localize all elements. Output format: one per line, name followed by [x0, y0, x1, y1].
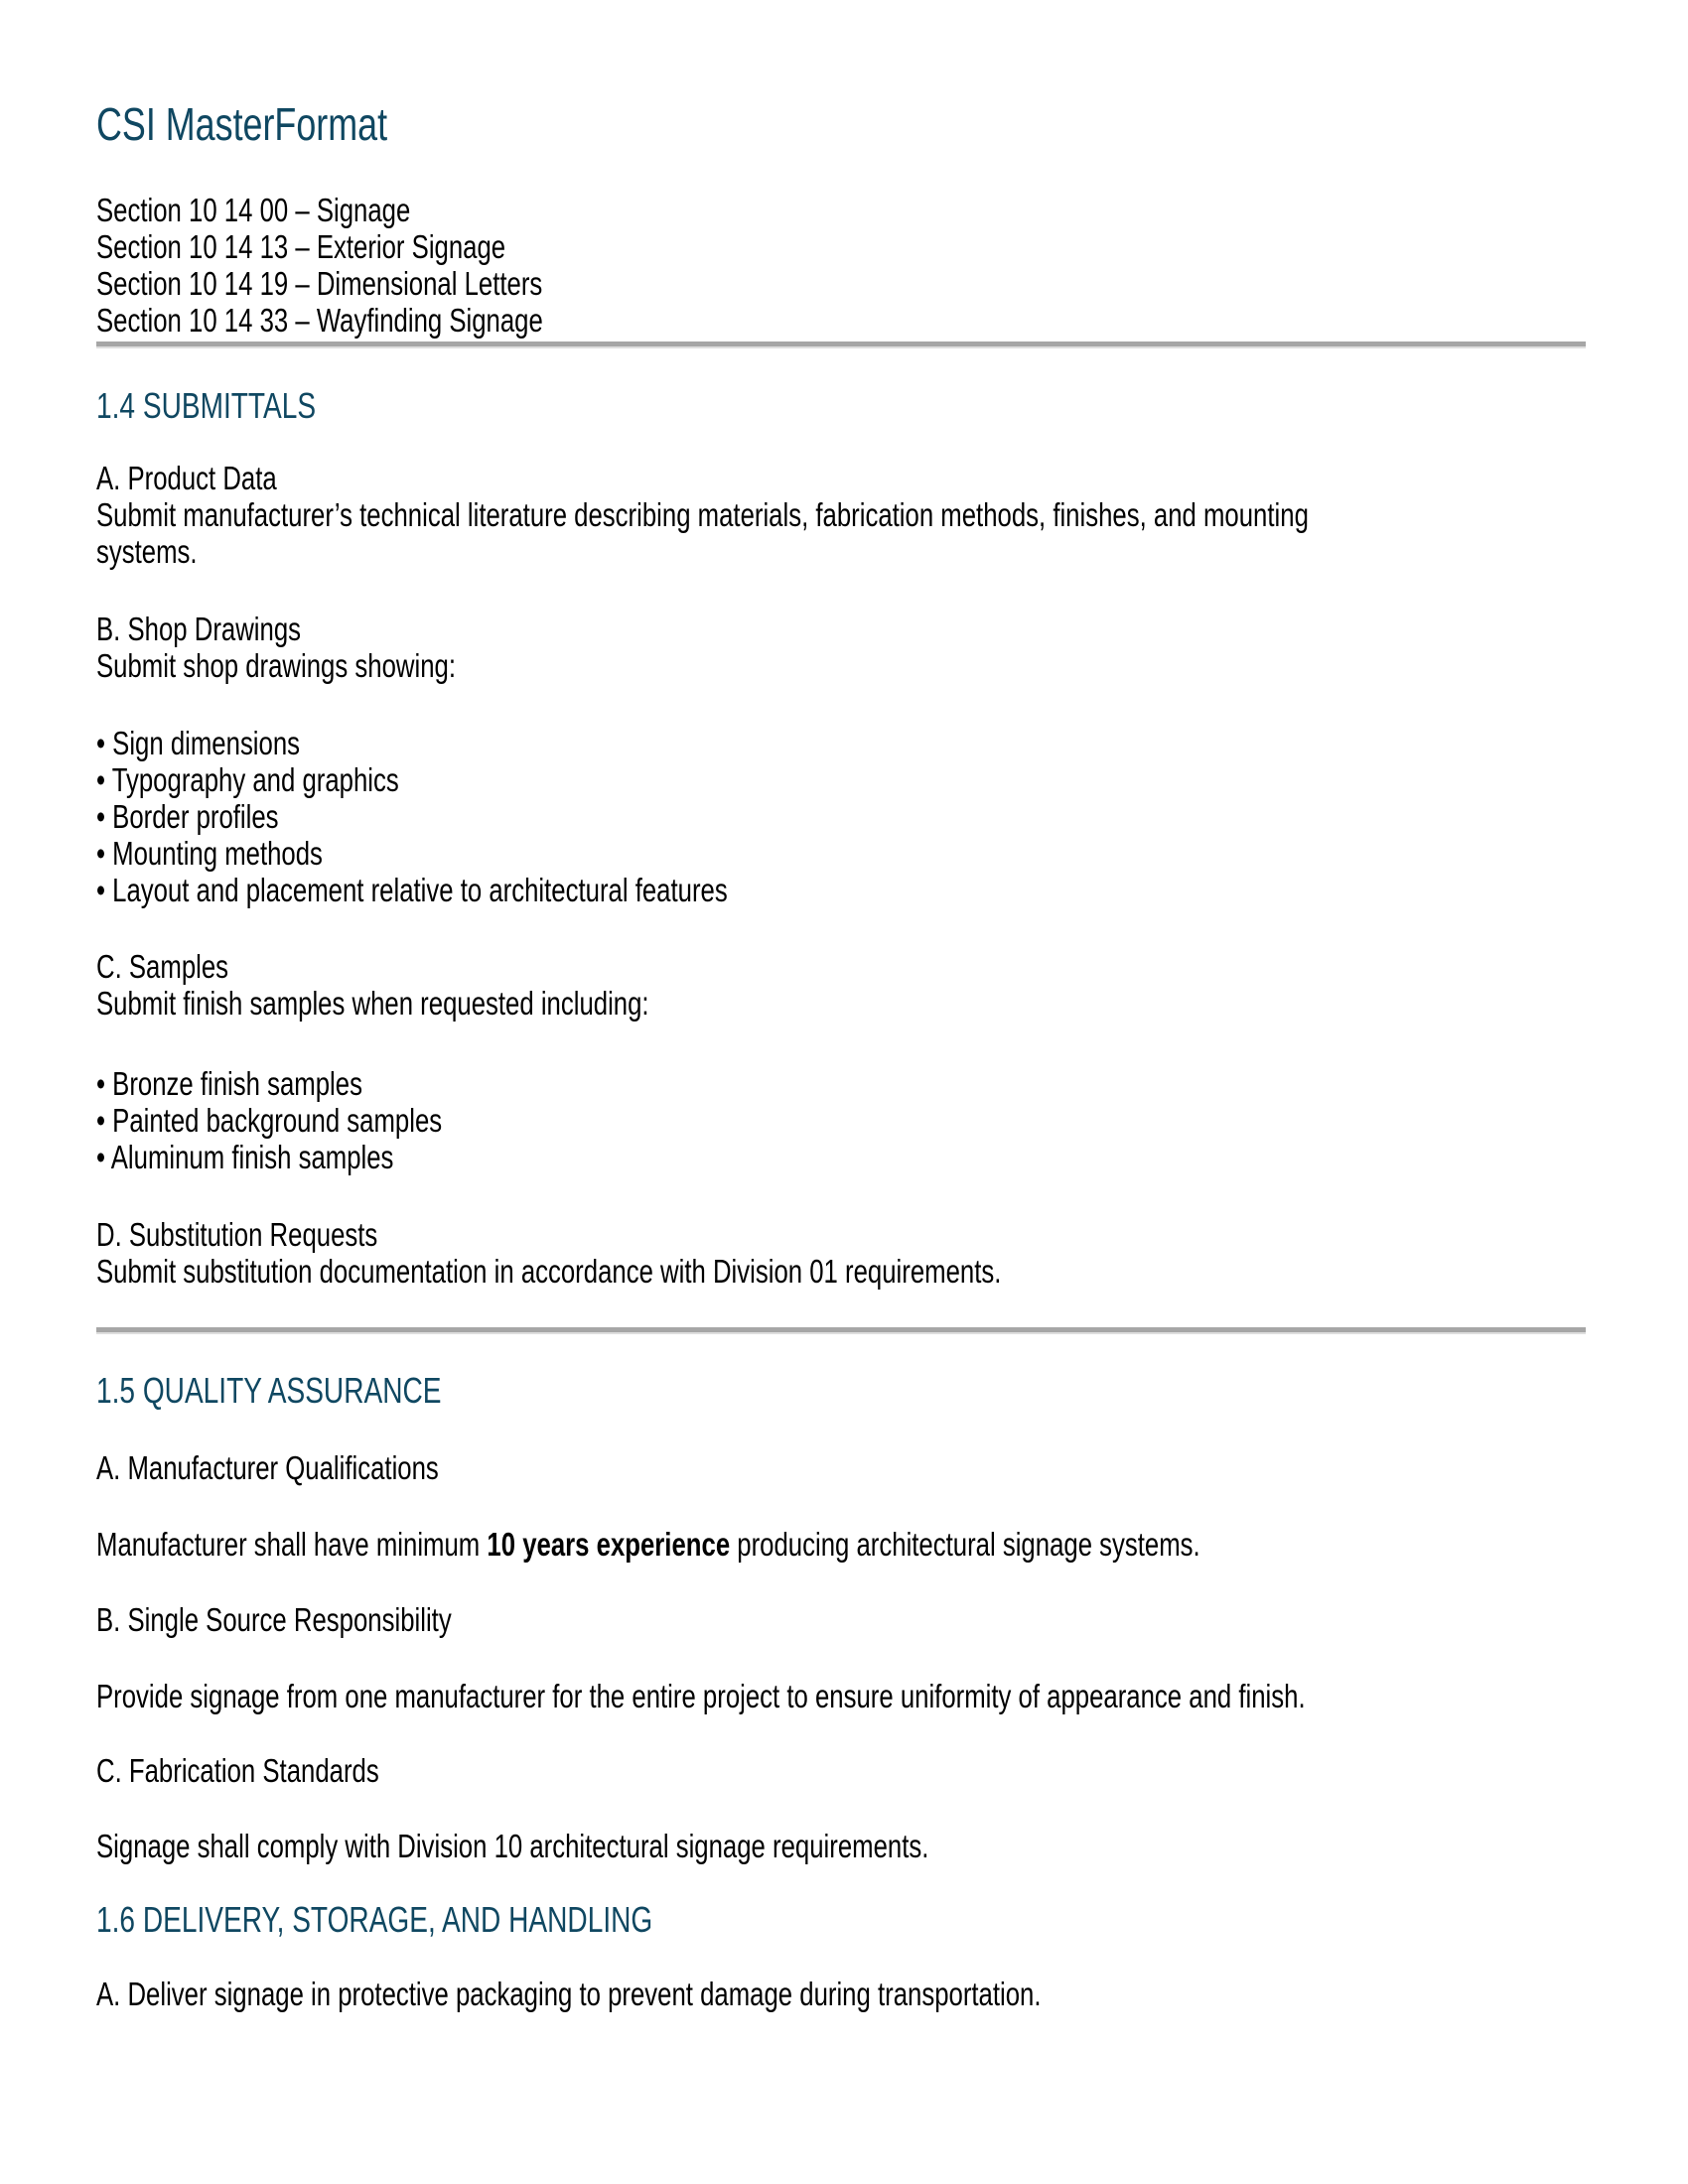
- paragraph-line: Submit shop drawings showing:: [96, 647, 456, 684]
- page-title: CSI MasterFormat: [96, 98, 388, 150]
- bullet-item: • Typography and graphics: [96, 761, 399, 798]
- bullet-item: • Border profiles: [96, 798, 279, 835]
- quality-item-single-source: B. Single Source Responsibility: [96, 1601, 452, 1638]
- quality-item-fabrication-standards: C. Fabrication Standards: [96, 1752, 379, 1789]
- item-title: A. Product Data: [96, 460, 277, 496]
- quality-item-manufacturer-qualifications: A. Manufacturer Qualifications: [96, 1449, 439, 1486]
- csi-section-line: Section 10 14 13 – Exterior Signage: [96, 228, 506, 265]
- paragraph-line: Submit finish samples when requested including:: [96, 985, 649, 1022]
- item-title: B. Shop Drawings: [96, 611, 302, 647]
- samples-bullet-list: [96, 1065, 1589, 1175]
- horizontal-divider: [96, 1327, 1586, 1332]
- quality-single-source-body: Provide signage from one manufacturer for the entire project to ensure uniformity of appearance and finish.: [96, 1678, 1306, 1714]
- submittals-item-shop-drawings: [96, 611, 1589, 684]
- csi-section-line: Section 10 14 00 – Signage: [96, 192, 411, 228]
- bullet-item: • Layout and placement relative to architectural features: [96, 872, 728, 908]
- csi-section-list: [96, 192, 1589, 339]
- csi-section-line: Section 10 14 33 – Wayfinding Signage: [96, 302, 543, 339]
- quality-manufacturer-experience-line: [96, 1526, 1260, 1563]
- csi-section-line: Section 10 14 19 – Dimensional Letters: [96, 265, 543, 302]
- heading-delivery-storage-handling: 1.6 DELIVERY, STORAGE, AND HANDLING: [96, 1899, 653, 1940]
- paragraph-line: Submit substitution documentation in accordance with Division 01 requirements.: [96, 1253, 1002, 1290]
- bullet-item: • Bronze finish samples: [96, 1065, 362, 1102]
- heading-quality-assurance: 1.5 QUALITY ASSURANCE: [96, 1370, 442, 1411]
- paragraph-text: Manufacturer shall have minimum: [96, 1526, 488, 1563]
- paragraph-text: producing architectural signage systems.: [730, 1526, 1200, 1563]
- item-title: D. Substitution Requests: [96, 1216, 378, 1253]
- bullet-item: • Aluminum finish samples: [96, 1139, 394, 1175]
- submittals-item-substitution-requests: [96, 1216, 1589, 1290]
- bold-text: 10 years experience: [487, 1526, 731, 1563]
- bullet-item: • Painted background samples: [96, 1102, 443, 1139]
- quality-fabrication-body: Signage shall comply with Division 10 architectural signage requirements.: [96, 1828, 929, 1864]
- horizontal-divider: [96, 341, 1586, 346]
- paragraph-line: systems.: [96, 533, 198, 570]
- bullet-item: • Mounting methods: [96, 835, 323, 872]
- bullet-item: • Sign dimensions: [96, 725, 301, 761]
- submittals-item-samples: [96, 948, 1589, 1022]
- submittals-item-product-data: [96, 460, 1589, 570]
- shop-drawings-bullet-list: [96, 725, 1589, 908]
- item-title: C. Samples: [96, 948, 229, 985]
- heading-submittals: 1.4 SUBMITTALS: [96, 385, 317, 426]
- delivery-item-a: A. Deliver signage in protective packaging to prevent damage during transportation.: [96, 1976, 1042, 2012]
- paragraph-line: Submit manufacturer’s technical literature describing materials, fabrication methods, finishes, and mounting: [96, 496, 1309, 533]
